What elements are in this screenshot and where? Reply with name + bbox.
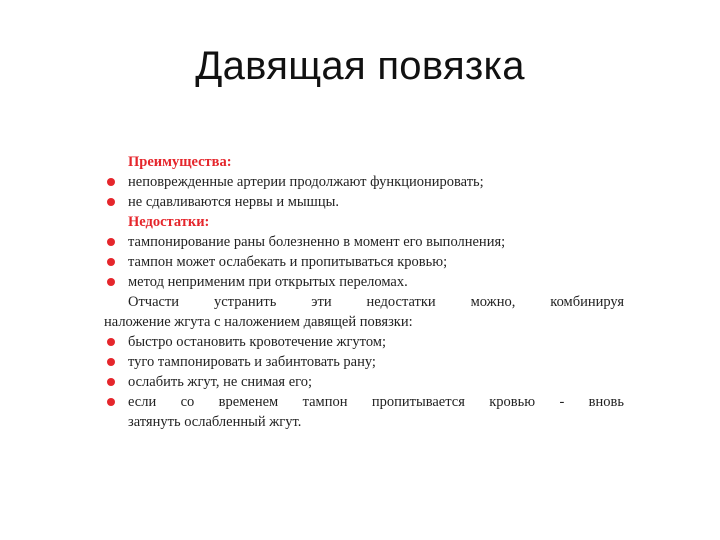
disadvantage-item	[104, 232, 624, 252]
disadvantage-item-text: тампон может ослабекать и пропитываться кровью;	[128, 254, 448, 270]
combination-item	[104, 352, 624, 372]
advantage-item	[104, 192, 624, 212]
bullet-dot-icon	[107, 198, 115, 206]
disadvantage-item-text: тампонирование раны болезненно в момент его выполнения;	[128, 234, 506, 250]
paragraph-line: наложение жгута с наложением давящей повязки:	[104, 314, 413, 330]
bullet-dot-icon	[107, 258, 115, 266]
bullet-dot-icon	[107, 278, 115, 286]
disadvantage-item	[104, 272, 624, 292]
advantage-item-text: не сдавливаются нервы и мышцы.	[128, 194, 339, 210]
combination-paragraph	[104, 292, 624, 332]
disadvantage-item	[104, 252, 624, 272]
document-body	[104, 152, 624, 432]
combination-item	[104, 332, 624, 352]
bullet-dot-icon	[107, 238, 115, 246]
combination-item	[104, 392, 624, 432]
disadvantage-item-text: метод неприменим при открытых переломах.	[128, 274, 408, 290]
combination-item-text: быстро остановить кровотечение жгутом;	[128, 334, 386, 350]
combination-item-text: ослабить жгут, не снимая его;	[128, 374, 313, 390]
advantage-item	[104, 172, 624, 192]
bullet-dot-icon	[107, 378, 115, 386]
bullet-dot-icon	[107, 358, 115, 366]
slide-title: Давящая повязка	[195, 44, 525, 88]
advantage-item-text: неповрежденные артерии продолжают функционировать;	[128, 174, 484, 190]
combination-item	[104, 372, 624, 392]
bullet-dot-icon	[107, 398, 115, 406]
combination-item-text: затянуть ослабленный жгут.	[128, 414, 302, 430]
combination-item-text: туго тампонировать и забинтовать рану;	[128, 354, 376, 370]
combination-item-text: если со временем тампон пропитывается кровью - вновь	[128, 394, 624, 410]
paragraph-line: Отчасти устранить эти недостатки можно, комбинируя	[128, 294, 624, 310]
advantages-heading: Преимущества:	[128, 154, 232, 170]
bullet-dot-icon	[107, 178, 115, 186]
disadvantages-heading: Недостатки:	[128, 214, 210, 230]
bullet-dot-icon	[107, 338, 115, 346]
